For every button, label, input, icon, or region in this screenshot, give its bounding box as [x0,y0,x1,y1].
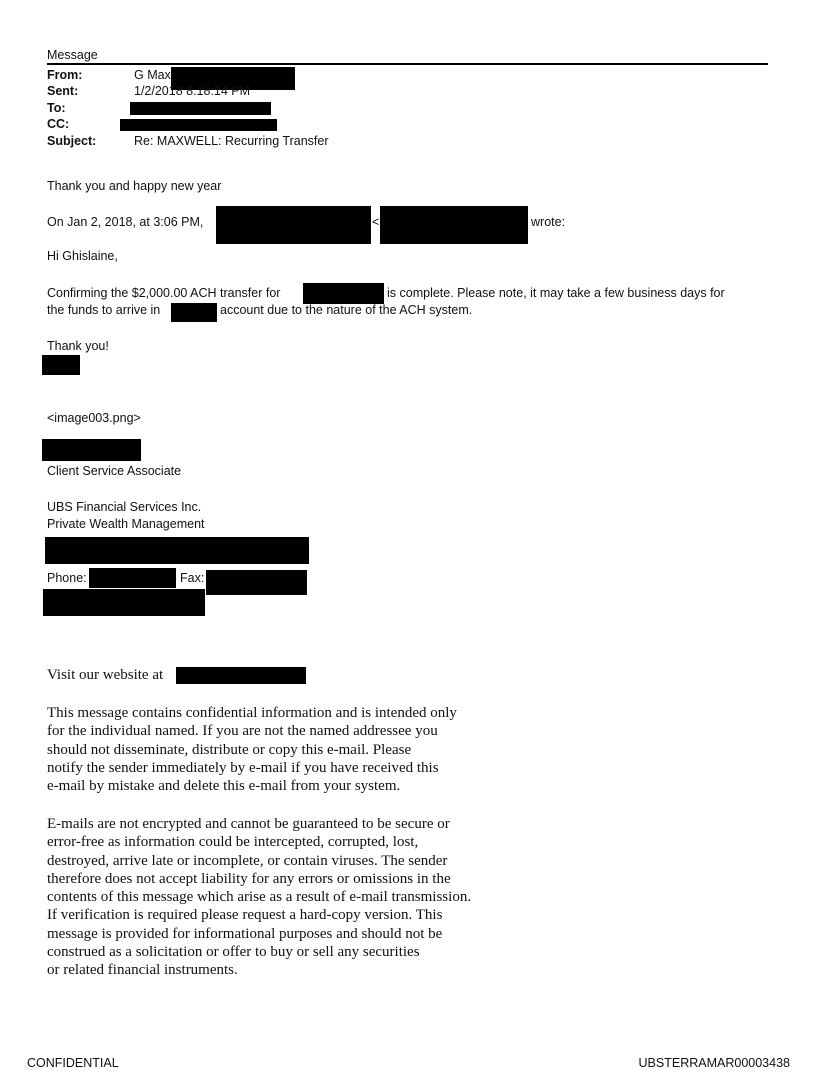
quote-intro: On Jan 2, 2018, at 3:06 PM, [47,215,204,229]
redaction-fax [206,570,307,595]
footer-confidential: CONFIDENTIAL [27,1056,119,1070]
disclaimer-line: therefore does not accept liability for any errors or omissions in the [47,870,451,887]
subject-value: Re: MAXWELL: Recurring Transfer [134,134,329,148]
message-label: Message [47,48,98,62]
body-para-line2b: account due to the nature of the ACH system. [220,303,473,317]
redaction-signoff [42,355,80,375]
subject-label: Subject: [47,134,97,148]
disclaimer-line: If verification is required please request a hard-copy version. This [47,907,443,924]
disclaimer-line: contents of this message which arise as a result of e-mail transmission. [47,889,472,906]
thanks-line: Thank you! [47,339,109,353]
redaction-address [45,537,309,564]
header-divider [47,63,768,65]
disclaimer-line: should not disseminate, distribute or copy this e-mail. Please [47,741,412,758]
disclaimer-line: e-mail by mistake and delete this e-mail from your system. [47,778,401,795]
redaction-phone [89,568,176,588]
disclaimer-line: notify the sender immediately by e-mail if you have received this [47,759,439,776]
body-para-line1b: is complete. Please note, it may take a few business days for [387,286,725,300]
disclaimer-line: construed as a solicitation or offer to buy or sell any securities [47,944,420,961]
image-placeholder: <image003.png> [47,411,141,425]
sent-label: Sent: [47,84,79,98]
redaction-cc [120,119,277,131]
disclaimer-line: E-mails are not encrypted and cannot be guaranteed to be secure or [47,816,450,832]
redaction-website [176,667,306,684]
redaction-sender-name [216,206,371,244]
signature-division: Private Wealth Management [47,517,205,531]
signature-title: Client Service Associate [47,464,182,478]
disclaimer-line: message is provided for informational purposes and should not be [47,925,443,942]
signature-company: UBS Financial Services Inc. [47,500,202,514]
disclaimer-line: error-free as information could be intercepted, corrupted, lost, [47,834,419,851]
disclaimer-line: for the individual named. If you are not the named addressee you [47,723,438,740]
disclaimer-paragraph-1 [47,704,457,795]
cc-label: CC: [47,117,70,131]
disclaimer-line: This message contains confidential information and is intended only [47,705,457,721]
redaction-account [303,283,384,304]
quote-intro-wrote: wrote: [531,215,566,229]
disclaimer-paragraph-2 [47,815,471,980]
body-para-line2a: the funds to arrive in [47,303,161,317]
fax-label: Fax: [180,571,205,585]
body-para-line1a: Confirming the $2,000.00 ACH transfer for [47,286,281,300]
website-line: Visit our website at [47,667,164,683]
disclaimer-line: or related financial instruments. [47,962,238,979]
greeting: Hi Ghislaine, [47,249,118,263]
sent-value: 1/2/2018 8:18:14 PM [134,84,251,98]
redaction-signature-name [42,439,141,461]
to-label: To: [47,101,66,115]
reply-line: Thank you and happy new year [47,179,222,193]
from-label: From: [47,68,83,82]
redaction-email [43,589,205,616]
footer-bates-number: UBSTERRAMAR00003438 [638,1056,790,1070]
quote-intro-bracket: < [372,215,380,229]
redaction-to [130,102,271,115]
redaction-sender-email [380,206,528,244]
from-value: G Max [134,68,171,82]
redaction-recipient [171,303,217,322]
phone-label: Phone: [47,571,87,585]
disclaimer-line: destroyed, arrive late or incomplete, or contain viruses. The sender [47,852,448,869]
